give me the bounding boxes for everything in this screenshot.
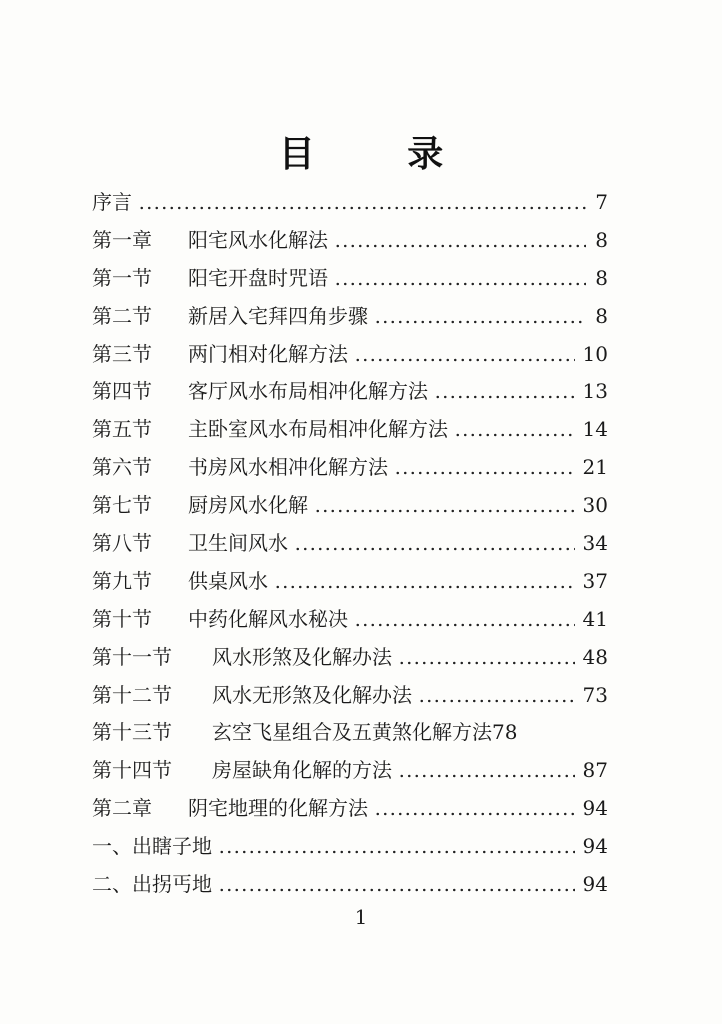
toc-entry-label: 第九节 [92, 568, 152, 593]
toc-leader-dots [334, 282, 586, 286]
toc-leader-dots [418, 699, 575, 703]
toc-leader-dots [398, 661, 575, 665]
toc-entry-page: 8 [595, 303, 608, 328]
toc-entry-title: 客厅风水布局相冲化解方法 [188, 379, 428, 404]
toc-entry-label: 第二章 [92, 796, 152, 821]
toc-entry[interactable] [92, 184, 608, 222]
toc-entry-page: 8 [595, 265, 608, 290]
toc-entry-label: 一、出瞎子地 [92, 834, 212, 859]
toc-entry-label: 第一章 [92, 227, 152, 252]
toc-entry-page: 13 [582, 379, 608, 404]
toc-entry[interactable] [92, 298, 608, 336]
toc-entry[interactable] [92, 373, 608, 411]
toc-entry-title: 供桌风水 [188, 568, 268, 593]
toc-entry[interactable] [92, 601, 608, 639]
toc-entry-title: 房屋缺角化解的方法 [212, 758, 392, 783]
toc-leader-dots [218, 888, 575, 892]
toc-entry-title: 两门相对化解方法 [188, 341, 348, 366]
toc-entry[interactable] [92, 449, 608, 487]
toc-entry-label: 第十二节 [92, 682, 172, 707]
toc-entry-page: 10 [582, 341, 608, 366]
toc-entry[interactable] [92, 677, 608, 715]
page-title: 目 录 [278, 133, 484, 175]
toc-entry-label: 第一节 [92, 265, 152, 290]
toc-entry-title: 中药化解风水秘决 [188, 606, 348, 631]
toc-entry[interactable] [92, 639, 608, 677]
toc-leader-dots [274, 585, 575, 589]
toc-entry-label: 第十节 [92, 606, 152, 631]
toc-entry-title: 阳宅开盘时咒语 [188, 265, 328, 290]
toc-entry-page: 7 [595, 190, 608, 214]
toc-entry[interactable] [92, 563, 608, 601]
toc-entry-label: 第七节 [92, 493, 152, 518]
toc-entry-page: 41 [582, 606, 608, 631]
toc-entry-page: 8 [595, 227, 608, 252]
toc-entry-label: 二、出拐丐地 [92, 872, 212, 897]
toc-entry[interactable] [92, 866, 608, 904]
toc-entry-label: 第二节 [92, 303, 152, 328]
toc-entry-page: 14 [582, 417, 608, 442]
toc-entry-title: 书房风水相冲化解方法 [188, 455, 388, 480]
toc-leader-dots [454, 433, 575, 437]
toc-entry-title: 新居入宅拜四角步骤 [188, 303, 368, 328]
toc-entry-page: 34 [582, 531, 608, 556]
toc-entry-label: 序言 [92, 190, 132, 214]
toc-leader-dots [138, 206, 586, 210]
toc-entry[interactable] [92, 714, 608, 752]
toc-entry[interactable] [92, 260, 608, 298]
toc-entry-title: 玄空飞星组合及五黄煞化解方法 [212, 720, 492, 745]
toc-entry-label: 第四节 [92, 379, 152, 404]
toc-leader-dots [334, 244, 586, 248]
toc-entry-page: 37 [582, 568, 608, 593]
toc-entry-label: 第十三节 [92, 720, 172, 745]
toc-entry[interactable] [92, 336, 608, 374]
toc-entry-page: 73 [582, 682, 608, 707]
toc-entry[interactable] [92, 222, 608, 260]
toc-entry[interactable] [92, 828, 608, 866]
toc-list [92, 184, 608, 904]
toc-entry-page: 48 [582, 644, 608, 669]
toc-leader-dots [398, 774, 575, 778]
toc-entry-title: 风水无形煞及化解办法 [212, 682, 412, 707]
page-number: 1 [354, 905, 368, 929]
toc-entry-page: 21 [582, 455, 608, 480]
toc-entry-title: 风水形煞及化解办法 [212, 644, 392, 669]
toc-entry-title: 阴宅地理的化解方法 [188, 796, 368, 821]
toc-entry-label: 第十一节 [92, 644, 172, 669]
toc-leader-dots [374, 320, 586, 324]
toc-leader-dots [374, 812, 575, 816]
toc-entry[interactable] [92, 752, 608, 790]
toc-entry-page: 87 [582, 758, 608, 783]
toc-leader-dots [434, 395, 575, 399]
toc-entry-title: 阳宅风水化解法 [188, 227, 328, 252]
toc-entry[interactable] [92, 790, 608, 828]
toc-leader-dots [354, 623, 575, 627]
toc-entry-label: 第八节 [92, 531, 152, 556]
toc-leader-dots [218, 850, 575, 854]
toc-entry-page: 94 [582, 834, 608, 859]
toc-entry-page: 94 [582, 796, 608, 821]
toc-entry-label: 第六节 [92, 455, 152, 480]
toc-entry-label: 第三节 [92, 341, 152, 366]
toc-entry[interactable] [92, 411, 608, 449]
toc-entry-title: 主卧室风水布局相冲化解方法 [188, 417, 448, 442]
toc-entry[interactable] [92, 525, 608, 563]
toc-entry-page: 78 [492, 720, 518, 745]
toc-leader-dots [294, 547, 575, 551]
toc-leader-dots [314, 509, 575, 513]
toc-entry-title: 厨房风水化解 [188, 493, 308, 518]
toc-entry-title: 卫生间风水 [188, 531, 288, 556]
toc-leader-dots [394, 471, 575, 475]
toc-entry[interactable] [92, 487, 608, 525]
toc-entry-label: 第五节 [92, 417, 152, 442]
toc-entry-page: 94 [582, 872, 608, 897]
toc-entry-label: 第十四节 [92, 758, 172, 783]
toc-leader-dots [354, 358, 575, 362]
toc-entry-page: 30 [582, 493, 608, 518]
